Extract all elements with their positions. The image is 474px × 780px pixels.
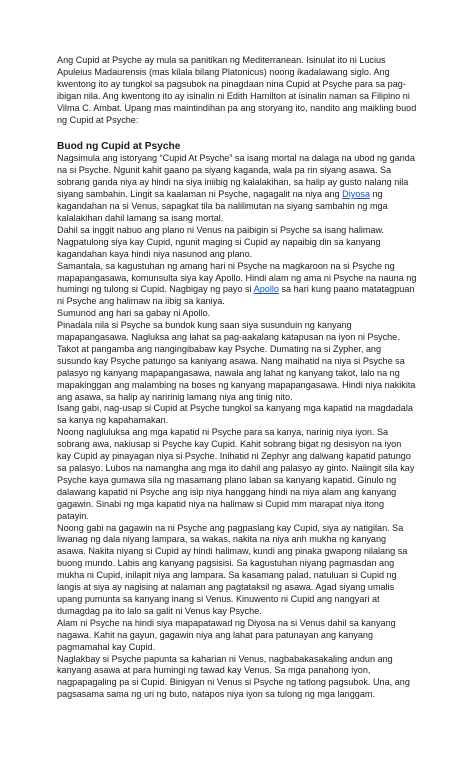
paragraph-5: Pinadala nila si Psyche sa bundok kung saan siya susunduin ng kanyang mapapangasawa. Nagluksa ang lahat sa pag-aakalang katapusan na iyon ni Psyche. Takot at pangamba ang nangingibabaw kay Psyche. Dumating na si Zypher, ang susundo kay Psyche patungo sa kaniyang asawa. Nang maihatid na niya si Psyche sa palasyo ng kanyang mapapangasawa, nawala ang lahat ng kanyang takot, lalo na ng mapakinggan ang malambing na boses ng kanyang mapapangasawa. Hindi niya nakikita ang asawa, sa halip ay naririnig lamang niya ang tinig nito.	[57, 320, 416, 402]
paragraph-2: Dahil sa inggit nabuo ang plano ni Venus na paibigin si Psyche sa isang halimaw. Nagpatulong siya kay Cupid, ngunit maging si Cupid ay napaibig din sa kanyang kagandahan kaya hindi niya nasunod ang plano.	[57, 224, 385, 259]
apollo-link[interactable]: Apollo	[253, 284, 279, 295]
paragraph-1-text-b: ng kagandahan na si Venus, sapagkat tila ba nalilimutan na siyang sambahin ng mga kalalakihan dahil lamang sa isang mortal.	[57, 189, 388, 223]
paragraph-1	[57, 153, 417, 224]
section-heading: Buod ng Cupid at Psyche	[57, 141, 181, 153]
paragraph-9: Alam ni Psyche na hindi siya mapapatawad ng Diyosa na si Venus dahil sa kanyang nagawa. Kahit na gayun, gagawin niya ang lahat para patunayan ang kanyang pagmamahal kay Cupid.	[57, 617, 396, 652]
paragraph-10: Naglakbay si Psyche papunta sa kaharian ni Venus, nagbabakasakaling andun ang kanyang asawa at para humingi ng tawad kay Venus. Sa mga panahong iyon, nagpapagaling pa si Cupid. Binigyan ni Venus si Psyche ng tatlong pagsubok. Una, ang pagsasama sama ng uri ng buto, natapos niya iyon sa tulong ng mga langgam.	[57, 653, 410, 700]
paragraph-7: Noong nagluluksa ang mga kapatid ni Psyche para sa kanya, narinig niya iyon. Sa sobrang awa, nakiusap si Psyche kay Cupid. Kahit sobrang bigat ng desisyon na iyon kay Cupid ay pinayagan niya si Psyche. Inihatid ni Zephyr ang dalwang kapatid patungo sa palasyo. Lubos na namangha ang mga ito dahil ang palasyo ay ginto. Naiingit sila kay Psyche kaya gumawa sila ng masamang plano laban sa kanyang kapatid. Ginulo ng dalawang kapatid ni Psyche ang isip niya hanggang hindi na niya alam ang kanyang gagawin. Sinabi ng mga kapatid niya na halimaw si Cupid mm marapat niya itong patayin.	[57, 427, 415, 521]
diyosa-link[interactable]: Diyosa	[342, 189, 370, 200]
paragraph-6: Isang gabi, nag-usap si Cupid at Psyche tungkol sa kanyang mga kapatid na magdadala sa kanya ng kapahamakan.	[57, 403, 413, 426]
paragraph-3	[57, 261, 417, 309]
paragraph-3-text-a: Samantala, sa kagustuhan ng amang hari ni Psyche na magkaroon na si Psyche ng mapapangasawa, komunsulta siya kay Apollo. Hindi alam ng ama ni Psyche na nauna ng humingi ng tulong si Cupid. Nagbigay ng payo si	[57, 260, 417, 295]
paragraph-4: Sumunod ang hari sa gabay ni Apollo.	[57, 308, 211, 319]
document-page	[57, 55, 417, 701]
intro-paragraph: Ang Cupid at Psyche ay mula sa panitikan ng Mediterranean. Isinulat ito ni Lucius Apuleius Madaurensis (mas kilala bilang Platonicus) noong ikadalawang siglo. Ang kwentong ito ay tungkol sa pagsubok na pinagdaan nina Cupid at Psyche para sa pag-ibigan nila. Ang kwentong ito ay isinalin ni Edith Hamilton at isinalin naman sa Filipino ni Vilma C. Ambat. Upang mas maintindihan pa ang storyang ito, nandito ang maikling buod ng Cupid at Psyche:	[57, 55, 417, 125]
paragraph-8: Noong gabi na gagawin na ni Psyche ang pagpaslang kay Cupid, siya ay natigilan. Sa liwanag ng dala niyang lampara, sa wakas, nakita na niya anh mukha ng kanyang asawa. Nakita niyang si Cupid ay hindi halimaw, kundi ang pinaka gwapong nilalang sa buong mundo. Labis ang kanyang pagsisisi. Sa kagustuhan niyang pagmasdan ang mukha ni Cupid, inilapit niya ang lampara. Sa kasamang palad, natuluan si Cupid ng langis at siya ay nagising at nalaman ang pagtataksil ng asawa. Agad siyang umalis upang pumunta sa kanyang inang si Venus. Kinuwento ni Cupid ang nangyari at dumagdag pa ito lalo sa galit ni Venus kay Psyche.	[57, 522, 408, 616]
paragraph-1-text-a: Nagsimula ang istoryang “Cupid At Psyche” sa isang mortal na dalaga na ubod ng ganda na si Psyche. Ngunit kahit gaano pa siyang kaganda, wala pa rin siyang asawa. Sa sobrang ganda niya ay hindi na siya iniibig ng kalalakihan, sa halip ay gusto nalang nila siyang sambahin. Lingit sa kaalaman ni Psyche, nagagalit na niya ang	[57, 153, 415, 200]
paragraph-3-text-b: sa hari kung paano matatagpuan ni Psyche ang halimaw na iibig sa kaniya.	[57, 284, 415, 307]
